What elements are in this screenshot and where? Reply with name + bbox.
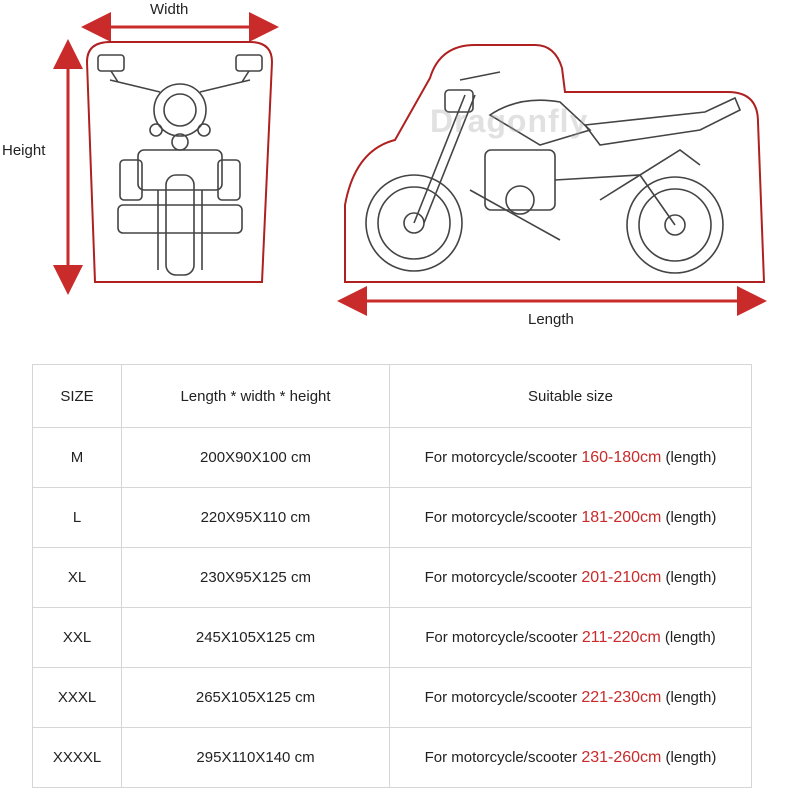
- suitable-suffix: (length): [661, 568, 717, 586]
- watermark: Dragonfly: [430, 103, 589, 139]
- suitable-suffix: (length): [661, 508, 717, 526]
- length-range: 160-180cm: [581, 448, 662, 466]
- header-dimensions: Length * width * height: [122, 365, 390, 428]
- suitable-suffix: (length): [660, 628, 716, 646]
- size-diagram: [0, 0, 800, 350]
- header-size: SIZE: [33, 365, 122, 428]
- length-label: Length: [528, 311, 574, 328]
- size-cell: XXXXL: [33, 728, 122, 788]
- suitable-cell: [390, 668, 752, 728]
- suitable-cell: [390, 488, 752, 548]
- suitable-suffix: (length): [661, 748, 717, 766]
- suitable-prefix: For motorcycle/scooter: [424, 748, 582, 766]
- table-row: [33, 608, 752, 668]
- suitable-prefix: For motorcycle/scooter: [424, 688, 582, 706]
- table-row: [33, 668, 752, 728]
- table-row: [33, 548, 752, 608]
- table-row: [33, 728, 752, 788]
- length-range: 231-260cm: [581, 748, 662, 766]
- width-label: Width: [150, 1, 189, 18]
- size-cell: XL: [33, 548, 122, 608]
- size-cell: M: [33, 428, 122, 488]
- front-motorcycle-icon: [98, 55, 262, 275]
- header-suitable-size: Suitable size: [390, 365, 752, 428]
- length-range: 221-230cm: [581, 688, 662, 706]
- suitable-cell: [390, 548, 752, 608]
- dimensions-cell: 265X105X125 cm: [122, 668, 390, 728]
- suitable-cell: [390, 728, 752, 788]
- length-range: 211-220cm: [581, 628, 661, 646]
- suitable-prefix: For motorcycle/scooter: [425, 628, 582, 646]
- suitable-suffix: (length): [661, 688, 717, 706]
- suitable-prefix: For motorcycle/scooter: [424, 508, 582, 526]
- diagram-graphic: [0, 0, 800, 350]
- dimensions-cell: 230X95X125 cm: [122, 548, 390, 608]
- dimensions-cell: 200X90X100 cm: [122, 428, 390, 488]
- table-row: [33, 428, 752, 488]
- table-row: [33, 488, 752, 548]
- size-table: [32, 364, 752, 788]
- length-range: 181-200cm: [581, 508, 662, 526]
- length-range: 201-210cm: [581, 568, 662, 586]
- size-cell: XXL: [33, 608, 122, 668]
- suitable-prefix: For motorcycle/scooter: [424, 448, 582, 466]
- size-cell: L: [33, 488, 122, 548]
- suitable-cell: [390, 428, 752, 488]
- size-cell: XXXL: [33, 668, 122, 728]
- dimensions-cell: 295X110X140 cm: [122, 728, 390, 788]
- suitable-cell: [390, 608, 752, 668]
- suitable-suffix: (length): [661, 448, 717, 466]
- height-label: Height: [2, 142, 46, 159]
- table-header-row: [33, 365, 752, 428]
- dimensions-cell: 220X95X110 cm: [122, 488, 390, 548]
- suitable-prefix: For motorcycle/scooter: [424, 568, 582, 586]
- dimensions-cell: 245X105X125 cm: [122, 608, 390, 668]
